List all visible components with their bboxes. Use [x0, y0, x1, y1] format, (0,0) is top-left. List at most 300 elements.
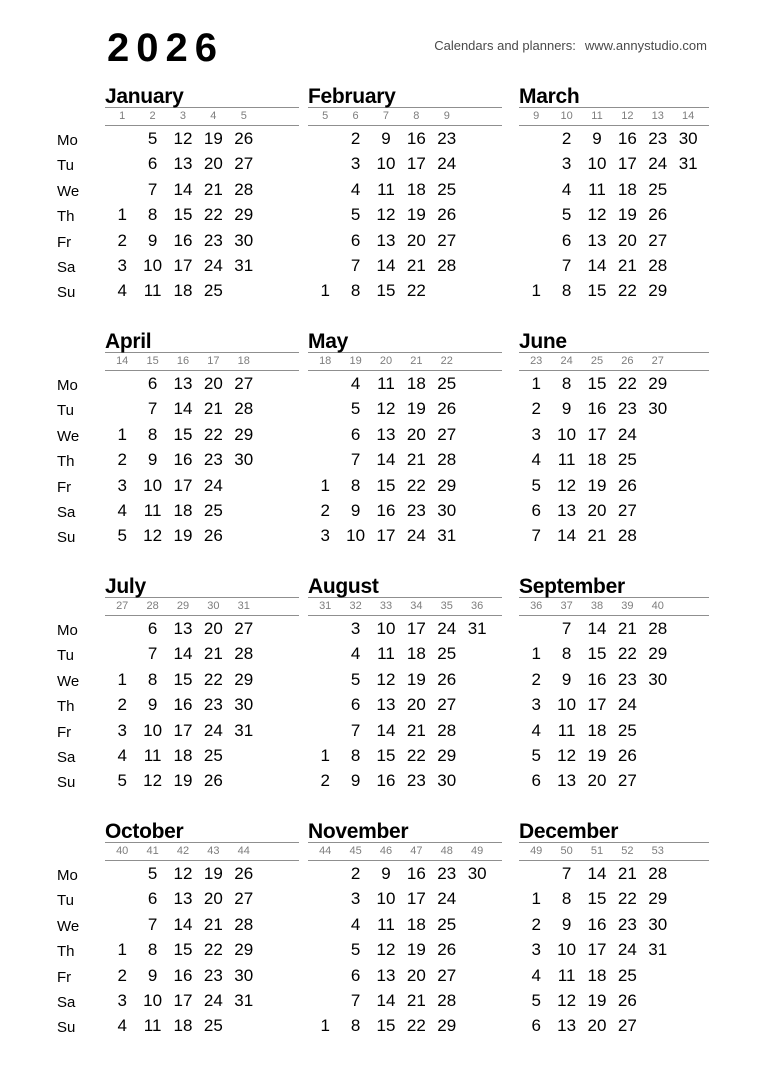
- date-row: [105, 616, 299, 641]
- date-cell: 9: [147, 965, 158, 985]
- date-row: [308, 937, 502, 962]
- date-cell: 8: [350, 475, 361, 495]
- date-cell: 14: [587, 255, 607, 275]
- date-cell: 5: [117, 526, 127, 546]
- weekday-label: Sa: [57, 258, 76, 276]
- date-cell: [673, 278, 703, 303]
- date-cell: 29: [234, 424, 254, 444]
- date-cell: 28: [648, 619, 668, 638]
- date-row: [105, 1013, 299, 1038]
- date-cell: 2: [117, 230, 127, 250]
- date-cell: 31: [437, 526, 457, 546]
- date-cell: 9: [561, 914, 572, 934]
- month-block-october: [105, 822, 299, 1039]
- date-cell: 14: [173, 914, 193, 934]
- date-cell: 10: [557, 695, 577, 715]
- month-block-february: [308, 87, 502, 304]
- date-cell: 20: [406, 424, 426, 444]
- date-cell: 14: [173, 399, 193, 419]
- date-cell: 6: [350, 424, 361, 444]
- date-cell: [462, 768, 492, 793]
- date-cell: 10: [587, 154, 607, 174]
- date-cell: 26: [617, 745, 637, 765]
- month-title: July: [105, 575, 146, 598]
- date-cell: 24: [437, 619, 457, 638]
- date-cell: 27: [234, 619, 254, 638]
- week-number: 27: [116, 600, 129, 612]
- month-row: [57, 577, 709, 796]
- date-row: [105, 278, 299, 303]
- date-cell: 23: [617, 669, 637, 689]
- date-cell: 1: [320, 281, 330, 301]
- date-cell: 20: [203, 619, 223, 638]
- date-cell: 28: [234, 179, 254, 199]
- week-number-header: [519, 842, 709, 861]
- date-cell: 28: [437, 255, 457, 275]
- date-cell: 18: [587, 720, 607, 740]
- date-cell: 13: [557, 771, 577, 791]
- week-number: 28: [146, 600, 159, 612]
- date-cell: 16: [587, 669, 607, 689]
- date-cell: 12: [557, 475, 577, 495]
- date-cell: 18: [617, 179, 637, 199]
- weekday-label: We: [57, 182, 80, 200]
- date-cell: 6: [147, 154, 158, 174]
- week-number: 32: [349, 600, 362, 612]
- month-block-march: [519, 87, 709, 304]
- date-cell: 5: [350, 399, 361, 419]
- date-cell: [462, 886, 492, 911]
- date-row: [519, 667, 709, 692]
- date-cell: 29: [437, 475, 457, 495]
- date-cell: [643, 523, 673, 548]
- date-cell: 14: [587, 619, 607, 638]
- week-number: 31: [237, 600, 250, 612]
- month-title: April: [105, 330, 152, 353]
- date-cell: 15: [173, 940, 193, 960]
- date-row: [105, 447, 299, 472]
- date-cell: 17: [587, 695, 607, 715]
- date-cell: 13: [173, 154, 193, 174]
- date-cell: [229, 1013, 259, 1038]
- date-cell: [643, 963, 673, 988]
- date-cell: 28: [234, 644, 254, 664]
- date-cell: 1: [531, 644, 541, 664]
- week-number: 12: [621, 110, 634, 122]
- date-cell: [310, 692, 340, 717]
- date-cell: [310, 371, 340, 396]
- date-cell: 24: [203, 720, 223, 740]
- date-cell: 20: [587, 1016, 607, 1036]
- date-row: [105, 641, 299, 666]
- date-cell: [643, 692, 673, 717]
- date-row: [519, 692, 709, 717]
- date-cell: 23: [203, 230, 223, 250]
- date-cell: [229, 523, 259, 548]
- date-cell: 10: [376, 619, 396, 638]
- date-cell: 4: [531, 720, 541, 740]
- week-number-header: [105, 597, 299, 616]
- week-number: 17: [207, 355, 220, 367]
- date-cell: 28: [234, 914, 254, 934]
- date-cell: [229, 498, 259, 523]
- date-cell: 12: [376, 205, 396, 225]
- date-row: [308, 861, 502, 886]
- date-cell: 24: [437, 154, 457, 174]
- date-cell: 26: [234, 129, 254, 148]
- date-cell: 3: [561, 154, 572, 174]
- date-cell: 10: [143, 475, 163, 495]
- date-cell: 11: [557, 720, 576, 740]
- date-cell: [310, 228, 340, 253]
- date-cell: 23: [203, 450, 223, 470]
- week-number: 5: [240, 110, 247, 122]
- date-cell: 2: [320, 500, 330, 520]
- date-cell: 13: [173, 889, 193, 909]
- weekday-label: Mo: [57, 132, 78, 149]
- date-cell: 24: [648, 154, 668, 174]
- date-cell: 22: [617, 889, 637, 909]
- date-cell: 6: [147, 619, 158, 638]
- week-number: 19: [349, 355, 362, 367]
- week-number: 47: [410, 845, 423, 857]
- date-cell: [462, 963, 492, 988]
- date-cell: 5: [531, 990, 541, 1010]
- date-cell: 3: [350, 889, 361, 909]
- date-row: [308, 253, 502, 278]
- date-row: [105, 523, 299, 548]
- week-number: 37: [560, 600, 573, 612]
- date-row: [308, 278, 502, 303]
- date-row: [519, 641, 709, 666]
- date-cell: 29: [437, 745, 457, 765]
- date-cell: 31: [234, 255, 254, 275]
- date-cell: 21: [617, 619, 637, 638]
- date-cell: [107, 151, 137, 176]
- date-cell: 18: [587, 450, 607, 470]
- date-cell: 29: [648, 281, 668, 301]
- week-number: 3: [179, 110, 187, 122]
- date-cell: 11: [143, 745, 162, 765]
- week-number: 8: [413, 110, 420, 122]
- date-cell: 5: [117, 771, 127, 791]
- date-cell: [310, 253, 340, 278]
- date-cell: 16: [587, 914, 607, 934]
- date-row: [519, 228, 709, 253]
- date-cell: 27: [648, 230, 668, 250]
- date-cell: 9: [561, 669, 572, 689]
- week-number: 16: [176, 355, 190, 367]
- date-cell: 3: [320, 526, 330, 546]
- date-row: [308, 616, 502, 641]
- date-cell: 16: [587, 399, 607, 419]
- week-number: 20: [379, 355, 393, 367]
- date-cell: 6: [350, 230, 361, 250]
- month-block-january: [105, 87, 299, 304]
- date-cell: 21: [406, 720, 426, 740]
- date-cell: 5: [561, 205, 572, 225]
- weekday-label: Fr: [57, 968, 72, 986]
- date-row: [308, 498, 502, 523]
- date-cell: 8: [350, 1016, 361, 1036]
- date-cell: 22: [203, 424, 223, 444]
- date-cell: [310, 963, 340, 988]
- date-cell: 6: [350, 965, 361, 985]
- date-cell: [310, 667, 340, 692]
- date-cell: [521, 228, 551, 253]
- date-cell: [310, 422, 340, 447]
- date-cell: 16: [406, 864, 426, 883]
- date-row: [308, 718, 502, 743]
- month-block-november: [308, 822, 502, 1039]
- date-cell: 25: [437, 644, 457, 664]
- month-row: [57, 87, 709, 306]
- week-number: 30: [207, 600, 220, 612]
- date-cell: 27: [617, 771, 637, 791]
- date-cell: 25: [437, 914, 457, 934]
- date-cell: 11: [557, 450, 576, 470]
- week-number: 46: [379, 845, 393, 857]
- date-cell: [310, 177, 340, 202]
- date-row: [105, 177, 299, 202]
- date-cell: [310, 718, 340, 743]
- date-cell: [462, 641, 492, 666]
- date-cell: 9: [381, 129, 391, 148]
- weekday-label: Sa: [57, 993, 76, 1011]
- week-number: 48: [440, 845, 453, 857]
- week-number: 4: [210, 110, 217, 122]
- date-cell: 16: [406, 129, 426, 148]
- date-row: [308, 396, 502, 421]
- date-cell: 22: [406, 281, 426, 301]
- date-cell: 8: [147, 669, 158, 689]
- date-cell: 21: [617, 864, 637, 883]
- date-cell: 28: [437, 990, 457, 1010]
- date-cell: [310, 641, 340, 666]
- date-cell: [643, 422, 673, 447]
- week-number: 42: [176, 845, 190, 857]
- date-cell: 21: [203, 179, 223, 199]
- tagline-url[interactable]: www.annystudio.com: [584, 38, 707, 53]
- date-cell: [462, 912, 492, 937]
- week-number: 31: [319, 600, 332, 612]
- month-title: August: [308, 575, 379, 598]
- date-cell: 9: [350, 500, 361, 520]
- date-cell: [107, 616, 137, 641]
- date-cell: 20: [406, 230, 426, 250]
- date-cell: [310, 937, 340, 962]
- date-cell: 1: [117, 940, 127, 960]
- date-cell: 16: [173, 450, 193, 470]
- date-cell: 27: [234, 374, 254, 393]
- weekday-label: We: [57, 917, 80, 935]
- date-cell: [462, 667, 492, 692]
- date-cell: 24: [617, 695, 637, 715]
- date-cell: 4: [531, 965, 541, 985]
- week-number: 15: [146, 355, 159, 367]
- date-row: [519, 202, 709, 227]
- date-cell: [229, 278, 259, 303]
- date-cell: 12: [587, 205, 607, 225]
- month-title: February: [308, 85, 396, 108]
- date-cell: [521, 151, 551, 176]
- date-cell: [673, 253, 703, 278]
- weekday-labels-column: [57, 332, 105, 551]
- date-row: [105, 718, 299, 743]
- weekday-label: Mo: [57, 867, 78, 884]
- week-number: 14: [682, 110, 695, 122]
- date-row: [308, 523, 502, 548]
- date-cell: 30: [648, 399, 668, 419]
- date-cell: 4: [350, 914, 361, 934]
- week-number: 36: [471, 600, 484, 612]
- weekday-labels-column: [57, 87, 105, 306]
- week-number: 43: [207, 845, 220, 857]
- date-cell: 13: [173, 374, 193, 393]
- date-cell: 1: [320, 745, 330, 765]
- weekday-label: Su: [57, 1019, 76, 1037]
- date-row: [308, 988, 502, 1013]
- date-cell: 10: [143, 990, 163, 1010]
- date-row: [519, 912, 709, 937]
- week-number: 49: [530, 845, 543, 857]
- date-cell: 25: [203, 500, 223, 520]
- date-row: [308, 743, 502, 768]
- date-cell: 15: [376, 281, 396, 301]
- week-number-header: [308, 842, 502, 861]
- date-cell: 15: [587, 889, 607, 909]
- date-cell: 29: [437, 1016, 457, 1036]
- date-cell: 17: [376, 526, 396, 546]
- date-cell: 24: [617, 424, 637, 444]
- weekday-label: Tu: [57, 892, 74, 910]
- date-cell: 6: [531, 500, 541, 520]
- week-number: 51: [590, 845, 604, 857]
- date-cell: 19: [203, 129, 223, 148]
- date-cell: 11: [143, 500, 162, 520]
- date-row: [308, 473, 502, 498]
- date-cell: 30: [648, 914, 668, 934]
- date-cell: [107, 861, 137, 886]
- date-cell: 1: [117, 424, 127, 444]
- date-cell: 22: [406, 1016, 426, 1036]
- date-row: [105, 743, 299, 768]
- date-cell: 2: [117, 450, 127, 470]
- date-cell: 25: [648, 179, 668, 199]
- week-number: 21: [410, 355, 423, 367]
- date-cell: 3: [531, 940, 541, 960]
- date-cell: 24: [203, 475, 223, 495]
- date-cell: 12: [376, 399, 396, 419]
- date-cell: 5: [350, 669, 361, 689]
- date-row: [308, 371, 502, 396]
- date-cell: 8: [561, 644, 572, 664]
- date-cell: 10: [143, 255, 163, 275]
- week-number: 35: [440, 600, 453, 612]
- weekday-label: We: [57, 427, 80, 445]
- date-cell: 8: [350, 745, 361, 765]
- date-cell: 14: [376, 720, 396, 740]
- date-row: [308, 886, 502, 911]
- date-cell: [643, 988, 673, 1013]
- week-number: 34: [410, 600, 423, 612]
- date-cell: 28: [437, 450, 457, 470]
- date-cell: 6: [531, 1016, 541, 1036]
- date-cell: 8: [147, 205, 158, 225]
- date-cell: 8: [561, 281, 572, 301]
- date-cell: 6: [350, 695, 361, 715]
- date-row: [519, 937, 709, 962]
- weekday-label: Mo: [57, 377, 78, 394]
- week-number-header: [308, 107, 502, 126]
- date-cell: 10: [376, 154, 396, 174]
- date-cell: 30: [648, 669, 668, 689]
- weekday-label: Th: [57, 208, 75, 226]
- weekday-label: Su: [57, 774, 76, 792]
- date-cell: 16: [617, 129, 637, 148]
- date-cell: 13: [376, 965, 396, 985]
- date-cell: 19: [587, 745, 607, 765]
- date-cell: 1: [117, 205, 127, 225]
- date-row: [308, 228, 502, 253]
- date-cell: 17: [587, 424, 607, 444]
- date-cell: 11: [588, 179, 606, 199]
- date-cell: 30: [234, 695, 254, 715]
- date-row: [308, 963, 502, 988]
- date-cell: 7: [147, 914, 158, 934]
- date-cell: 10: [557, 424, 577, 444]
- date-cell: 27: [617, 1016, 637, 1036]
- date-row: [105, 126, 299, 151]
- date-cell: 14: [376, 990, 396, 1010]
- date-cell: 2: [117, 965, 127, 985]
- date-cell: 17: [587, 940, 607, 960]
- date-cell: 13: [587, 230, 607, 250]
- date-row: [308, 422, 502, 447]
- date-cell: 11: [377, 179, 395, 199]
- date-cell: 17: [406, 154, 426, 174]
- date-cell: 12: [143, 526, 163, 546]
- date-cell: 5: [531, 475, 541, 495]
- date-cell: 3: [350, 154, 361, 174]
- date-row: [105, 371, 299, 396]
- date-row: [105, 151, 299, 176]
- week-number: 7: [382, 110, 390, 122]
- date-cell: 6: [147, 374, 158, 393]
- date-cell: 1: [531, 374, 541, 393]
- date-cell: 9: [147, 450, 158, 470]
- date-cell: 5: [147, 129, 158, 148]
- date-cell: 18: [406, 179, 426, 199]
- month-title: May: [308, 330, 348, 353]
- date-cell: 13: [376, 230, 396, 250]
- weekday-label: Sa: [57, 503, 76, 521]
- date-cell: 15: [173, 669, 193, 689]
- date-row: [519, 768, 709, 793]
- date-cell: 27: [617, 500, 637, 520]
- date-cell: 3: [117, 720, 127, 740]
- week-number-header: [308, 597, 502, 616]
- date-row: [519, 447, 709, 472]
- date-cell: 21: [406, 450, 426, 470]
- date-cell: 27: [234, 154, 254, 174]
- date-cell: 11: [377, 644, 395, 664]
- date-cell: 17: [617, 154, 637, 174]
- date-cell: 4: [350, 374, 361, 393]
- date-cell: [310, 886, 340, 911]
- week-number: 2: [149, 110, 156, 122]
- month-row: [57, 822, 709, 1041]
